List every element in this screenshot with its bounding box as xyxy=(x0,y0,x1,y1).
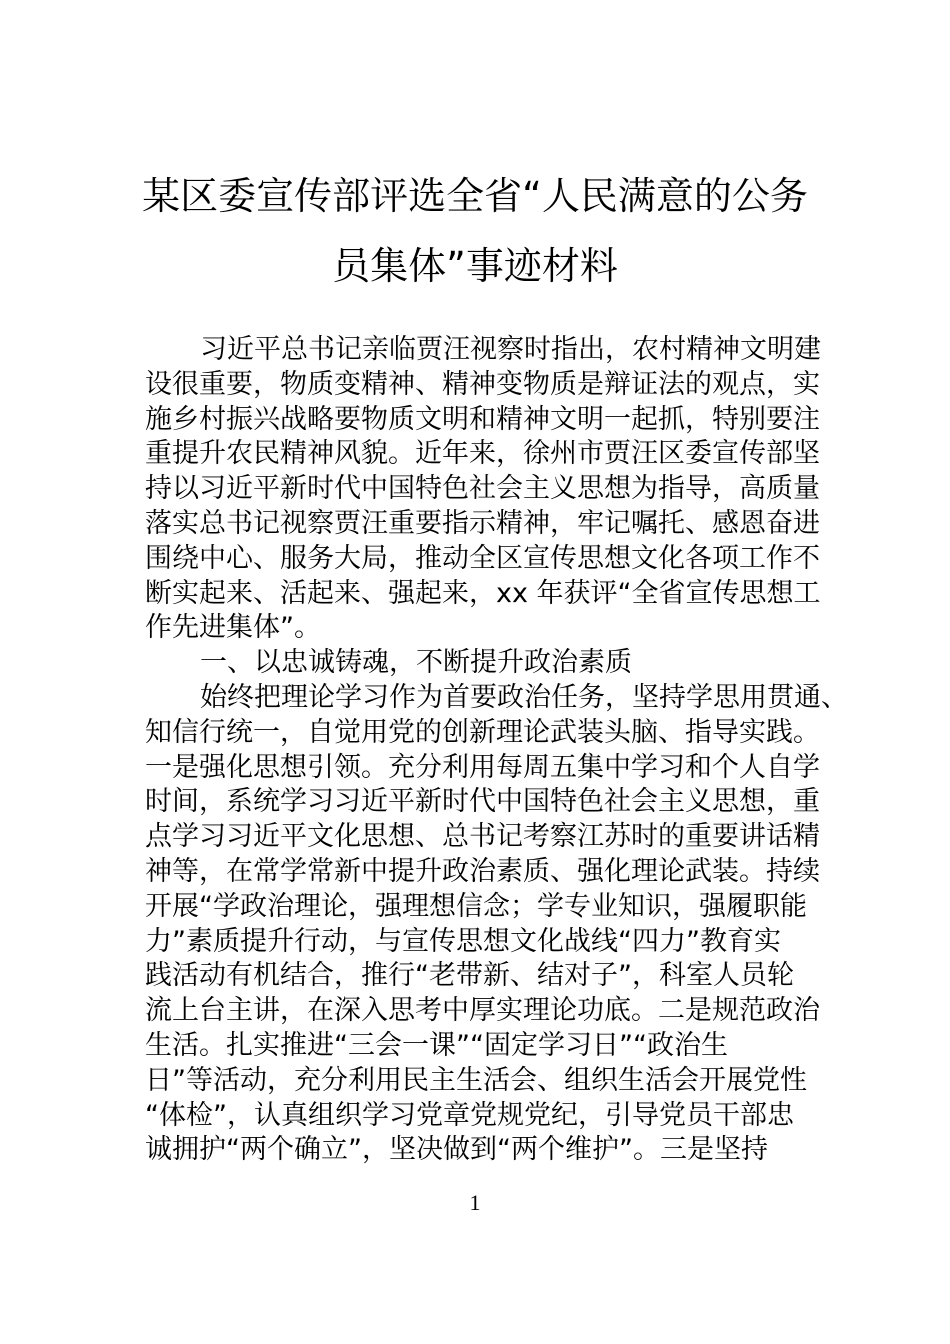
body-text-line: “体检”，认真组织学习党章党规党纪，引导党员干部忠 xyxy=(145,1099,794,1131)
body-text-line: 流上台主讲，在深入思考中厚实理论功底。二是规范政治 xyxy=(145,995,820,1027)
body-text-line: 持以习近平新时代中国特色社会主义思想为指导，高质量 xyxy=(145,473,820,505)
body-text-line: 践活动有机结合，推行“老带新、结对子”，科室人员轮 xyxy=(145,960,794,992)
document-title-line-2: 员集体”事迹材料 xyxy=(332,244,618,288)
body-text-line: 始终把理论学习作为首要政治任务，坚持学思用贯通、 xyxy=(200,681,848,713)
body-text-line: 力”素质提升行动，与宣传思想文化战线“四力”教育实 xyxy=(145,925,781,957)
body-text-line: 时间，系统学习习近平新时代中国特色社会主义思想，重 xyxy=(145,786,820,818)
body-text-line: 重提升农民精神风貌。近年来，徐州市贾汪区委宣传部坚 xyxy=(145,438,820,470)
body-text-line: 点学习习近平文化思想、总书记考察江苏时的重要讲话精 xyxy=(145,821,820,853)
body-text-line: 神等，在常学常新中提升政治素质、强化理论武装。持续 xyxy=(145,855,820,887)
body-text-line: 围绕中心、服务大局，推动全区宣传思想文化各项工作不 xyxy=(145,542,820,574)
body-text-line: 生活。扎实推进“三会一课”“固定学习日”“政治生 xyxy=(145,1029,728,1061)
body-text-line: 开展“学政治理论，强理想信念；学专业知识，强履职能 xyxy=(145,890,807,922)
body-text-line: 一、以忠诚铸魂，不断提升政治素质 xyxy=(200,647,632,679)
body-text-line: 施乡村振兴战略要物质文明和精神文明一起抓，特别要注 xyxy=(145,403,820,435)
document-body xyxy=(145,333,848,1168)
body-text-line: 诚拥护“两个确立”，坚决做到“两个维护”。三是坚持 xyxy=(145,1134,768,1166)
page-number: 1 xyxy=(469,1190,481,1215)
body-text-line: 知信行统一，自觉用党的创新理论武装头脑、指导实践。 xyxy=(145,716,820,748)
body-text-line: 一是强化思想引领。充分利用每周五集中学习和个人自学 xyxy=(145,751,820,783)
document-title-line-1: 某区委宣传部评选全省“人民满意的公务 xyxy=(142,174,808,218)
body-text-line: 落实总书记视察贾汪重要指示精神，牢记嘱托、感恩奋进 xyxy=(145,507,820,539)
body-text-line: 设很重要，物质变精神、精神变物质是辩证法的观点，实 xyxy=(145,368,820,400)
body-text-line: 日”等活动，充分利用民主生活会、组织生活会开展党性 xyxy=(145,1064,807,1096)
body-text-line: 习近平总书记亲临贾汪视察时指出，农村精神文明建 xyxy=(200,334,821,365)
body-text-line: 断实起来、活起来、强起来，xx 年获评“全省宣传思想工 xyxy=(145,577,821,609)
body-text-line: 作先进集体”。 xyxy=(145,612,321,644)
